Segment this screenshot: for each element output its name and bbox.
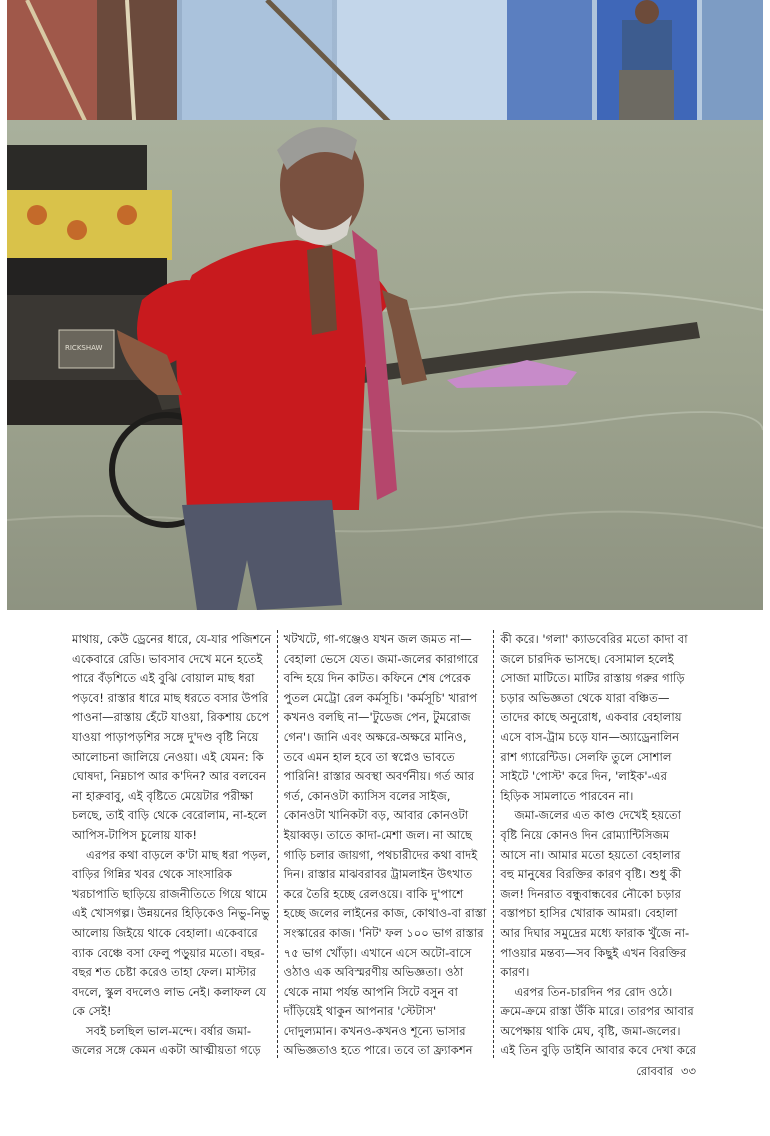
page-folio xyxy=(636,1063,696,1082)
paragraph: মাথায়, কেউ ড্রেনের ধারে, যে-যার পজিশনে একেবারে রেডি। ভাবসাব দেখে মনে হতেই পারে বঁড়শিতে এই বুঝি বোয়াল মাছ ধরা পড়বে! রাস্তার ধারে মাছ ধরতে বসার উপরি পাওনা—রাস্তায় হেঁটে যাওয়া, রিকশায় চেপে যাওয়া পাড়াপড়শির সঙ্গে দু'দণ্ড বৃষ্টি নিয়ে আলোচনা জালিয়ে নেওয়া। এই যেমন: কি ঘোষদা, নিম্নচাপ আর ক'দিন? আর বলবেন না হারুবাবু, এই বৃষ্টিতে মেয়েটার পরীক্ষা চলছে, তাই বাড়ি থেকে বেরোলাম, না-হলে আপিস-টাপিস চুলোয় যাক! xyxy=(72,632,272,842)
article-column-1 xyxy=(72,630,277,1060)
paragraph: সবই চলছিল ভাল-মন্দে। বর্ষার জমা-জলের সঙ্গে কেমন একটা আত্মীয়তা গড়ে xyxy=(72,1023,261,1058)
article-body xyxy=(72,630,698,1060)
paragraph: কী করে। 'গলা' ক্যাডবেরির মতো কাদা বা জলে চারদিক ভাসছে। বেসামাল হলেই সোজা মাটিতে। মাটির রাস্তায় গরুর গাড়ি চড়ার অভিজ্ঞতা থেকে যারা বঞ্চিত—তাদের কাছে অনুরোধ, একবার বেহালায় এসে বাস-ট্রাম চড়ে যান—অ্যাড্রেনালিন রাশ গ্যারেন্টিড। সেলফি তুলে সোশাল সাইটে 'পোস্ট' করে দিন, 'লাইক'-এর হিড়িক সামলাতে পারবেন না। xyxy=(500,632,688,803)
rickshaw-plate-text: RICKSHAW xyxy=(65,344,103,352)
section-name: রোববার xyxy=(636,1064,674,1078)
paragraph: জমা-জলের এত কাণ্ড দেখেই হয়তো বৃষ্টি নিয়ে কোনও দিন রোম্যান্টিসিজম আসে না। আমার মতো হয়তো বেহালার বহু মানুষের বিরক্তির কারণ বৃষ্টি। শুধু কী জল! দিনরাত বন্ধুবান্ধবের নৌকো চড়ার বস্তাপচা হাসির খোরাক আমরা। বেহালা আর দিঘার সমুদ্রের মধ্যে ফারাক খুঁজে না-পাওয়ার মন্তব্য—সব কিছুই এখন বিরক্তির কারণ। xyxy=(500,808,690,980)
paragraph: খটখটে, গা-গঞ্জেও যখন জল জমত না—বেহালা ভেসে যেত। জমা-জলের কারাগারে বন্দি হয়ে দিন কাটত। কফিনে শেষ পেরেক পুতল মেট্রো রেল কর্মসূচি। 'কর্মসূচি' খারাপ কখনও বলছি না—'টুডেজ পেন, টুমরোজ গেন'। জানি এবং অক্ষরে-অক্ষরে মানিও, তবে এমন হাল হবে তা স্বপ্নেও ভাবতে পারিনি! রাস্তার অবস্থা অবর্ণনীয়। গর্ত আর গর্ত, কোনওটা ক্যাসিস বলের সাইজ, কোনওটা খানিকটা বড়, আবার কোনওটা ইয়াব্বড়। তাতে কাদা-মেশা জল। না আছে গাড়ি চলার জায়গা, পথচারীদের কথা বাদই দিন। রাস্তার মাঝবরাবর ট্রামলাইন উৎখাত করে তৈরি হচ্ছে রেলওয়ে। বাকি দু'পাশে হচ্ছে জলের লাইনের কাজ, কোথাও-বা রাস্তা সংস্কারের কাজ। 'নিট' ফল ১০০ ভাগ রাস্তার ৭৫ ভাগ খোঁড়া। এখানে এসে অটো-বাসে ওঠাও এক অবিস্মরণীয় অভিজ্ঞতা। ওঠা থেকে নামা পর্যন্ত আপনি সিটে বসুন বা দাঁড়িয়েই থাকুন আপনার 'স্টেটাস' দোদুল্যমান। কখনও-কখনও শূন্যে ভাসার অভিজ্ঞতাও হতে পারে। তবে তা ফ্র্যাকশন xyxy=(283,632,487,1058)
article-column-3 xyxy=(494,630,698,1060)
article-column-2 xyxy=(278,630,494,1060)
page-number: ৩৩ xyxy=(681,1064,696,1078)
paragraph: এরপর কথা বাড়লে ক'টা মাছ ধরা পড়ল, বাড়ির গিন্নির খবর থেকে সাংসারিক খরচাপাতি ছাড়িয়ে রাজনীতিতে গিয়ে থামে এই খোসগল্প। উন্নয়নের হিড়িকেও নিভু-নিভু আলোয় জিইয়ে থাকে বেহালা। একেবারে ব্যাক বেঞ্চে বসা ফেলু পড়ুয়ার মতো। বছর-বছর শত চেষ্টা করেও তাহা ফেল। মাস্টার বদলে, স্কুল বদলেও লাভ নেই। কলাফল যে কে সেই! xyxy=(72,847,271,1019)
paragraph: এরপর তিন-চারদিন পর রোদ ওঠে। ক্রমে-ক্রমে রাস্তা উঁকি মারে। তারপর আবার অপেক্ষায় থাকি মেঘ, বৃষ্টি, জমা-জলের। এই তিন বুড়ি ডাইনি আবার কবে দেখা করে xyxy=(500,984,696,1058)
flood-rickshaw-photo xyxy=(7,0,763,610)
